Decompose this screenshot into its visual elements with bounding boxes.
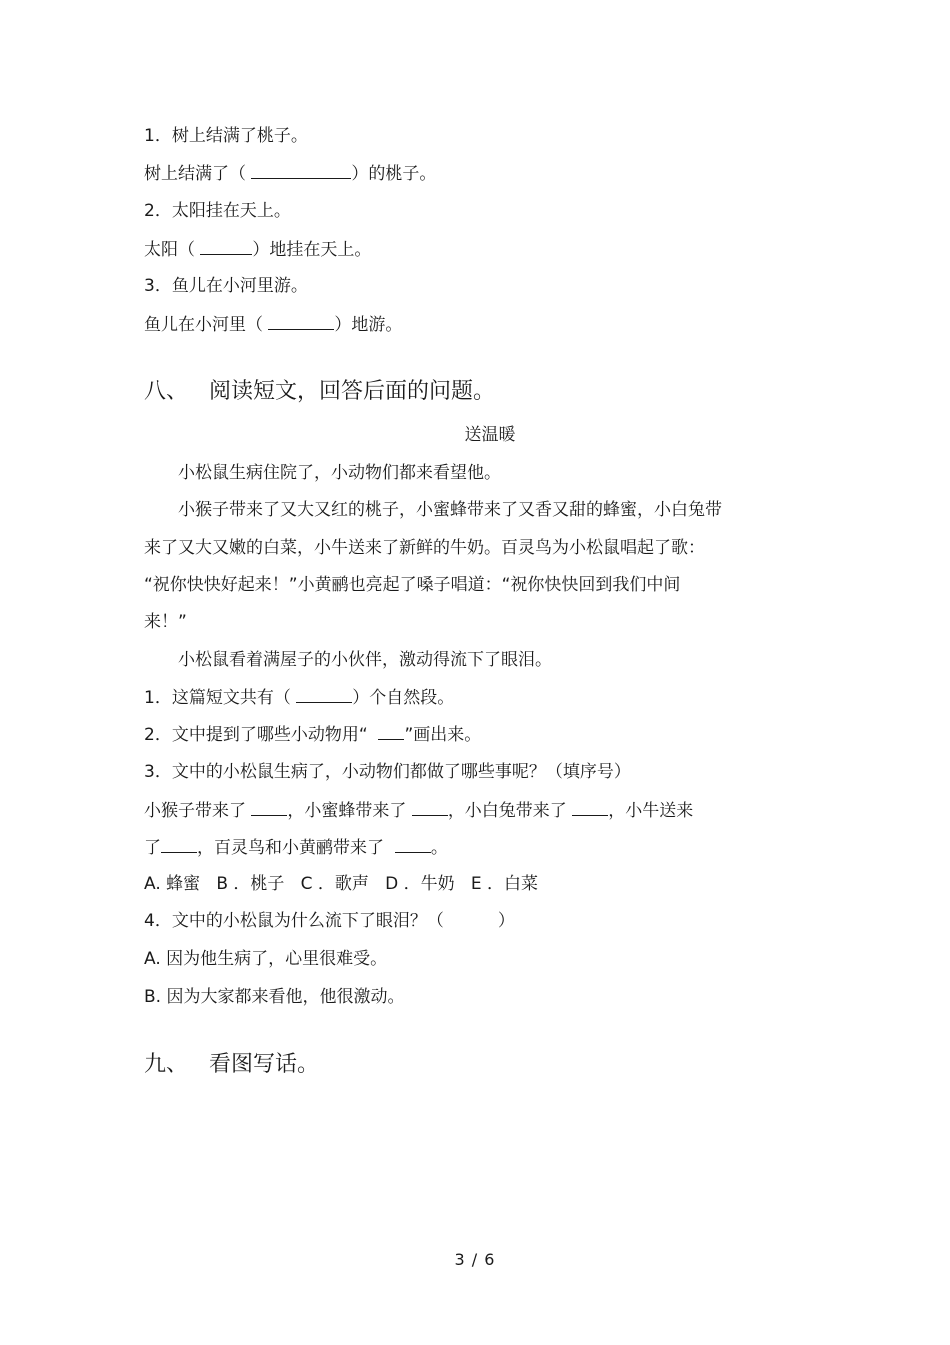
answer-blank[interactable]	[395, 836, 431, 853]
question-text: ”画出来。	[404, 725, 482, 745]
passage-paragraph: 小松鼠生病住院了，小动物们都来看望他。	[178, 463, 501, 483]
exercise7-q2-fill	[144, 238, 371, 261]
exercise7-q1-fill	[144, 162, 436, 185]
section8-heading: 八、 阅读短文，回答后面的问题。	[144, 379, 495, 404]
exercise7-q2: 2．太阳挂在天上。	[144, 201, 291, 221]
section8-q4: 4．文中的小松鼠为什么流下了眼泪？（ ）	[144, 911, 515, 931]
question-text: 小猴子带来了	[144, 801, 252, 821]
answer-blank[interactable]	[251, 799, 287, 816]
question-text: ，小牛送来	[608, 801, 694, 821]
fill-text-post: ）地挂在天上。	[252, 240, 372, 260]
answer-blank[interactable]	[412, 799, 448, 816]
exercise7-q3-fill	[144, 313, 402, 336]
page-number: 3 / 6	[454, 1250, 496, 1269]
exercise7-q3: 3．鱼儿在小河里游。	[144, 276, 308, 296]
section8-q4-option-a: A. 因为他生病了，心里很难受。	[144, 949, 388, 969]
question-text: ）个自然段。	[352, 688, 455, 708]
section8-q3-line1	[144, 799, 693, 822]
fill-text-post: ）地游。	[334, 315, 403, 335]
question-text: ，百灵鸟和小黄鹂带来了	[197, 838, 395, 858]
answer-blank[interactable]	[268, 313, 334, 330]
answer-blank[interactable]	[251, 162, 351, 179]
passage-paragraph: 来了又大又嫩的白菜，小牛送来了新鲜的牛奶。百灵鸟为小松鼠唱起了歌：	[144, 538, 705, 558]
passage-title: 送温暖	[464, 425, 516, 445]
passage-paragraph: 来！”	[144, 612, 187, 632]
answer-blank[interactable]	[296, 686, 352, 703]
answer-blank[interactable]	[200, 238, 252, 255]
section8-q1	[144, 686, 454, 709]
section8-q2	[144, 723, 481, 746]
answer-blank[interactable]	[161, 836, 197, 853]
fill-text-post: ）的桃子。	[351, 164, 437, 184]
question-text: 1．这篇短文共有（	[144, 688, 297, 708]
question-text: ，小蜜蜂带来了	[287, 801, 412, 821]
section8-q3-line2	[144, 836, 448, 859]
passage-paragraph: 小猴子带来了又大又红的桃子，小蜜蜂带来了又香又甜的蜂蜜，小白兔带	[178, 500, 722, 520]
passage-paragraph: “祝你快快好起来！”小黄鹂也亮起了嗓子唱道：“祝你快快回到我们中间	[144, 575, 681, 595]
question-text: ，小白兔带来了	[447, 801, 573, 821]
exercise7-q1: 1．树上结满了桃子。	[144, 126, 308, 146]
fill-text-pre: 树上结满了（	[144, 164, 252, 184]
question-text: 。	[430, 838, 448, 858]
section9-heading: 九、 看图写话。	[144, 1052, 319, 1077]
section8-q3: 3．文中的小松鼠生病了，小动物们都做了哪些事呢？（填序号）	[144, 762, 631, 782]
answer-blank[interactable]	[378, 723, 404, 740]
fill-text-pre: 太阳（	[144, 240, 201, 260]
section8-q4-option-b: B. 因为大家都来看他，他很激动。	[144, 987, 405, 1007]
section8-options: A. 蜂蜜 B ．桃子 C ．歌声 D ．牛奶 E ．白菜	[144, 874, 538, 894]
passage-paragraph: 小松鼠看着满屋子的小伙伴，激动得流下了眼泪。	[178, 650, 552, 670]
answer-blank[interactable]	[572, 799, 608, 816]
question-text: 了	[144, 838, 161, 858]
fill-text-pre: 鱼儿在小河里（	[144, 315, 269, 335]
question-text: 2．文中提到了哪些小动物用“	[144, 725, 379, 745]
